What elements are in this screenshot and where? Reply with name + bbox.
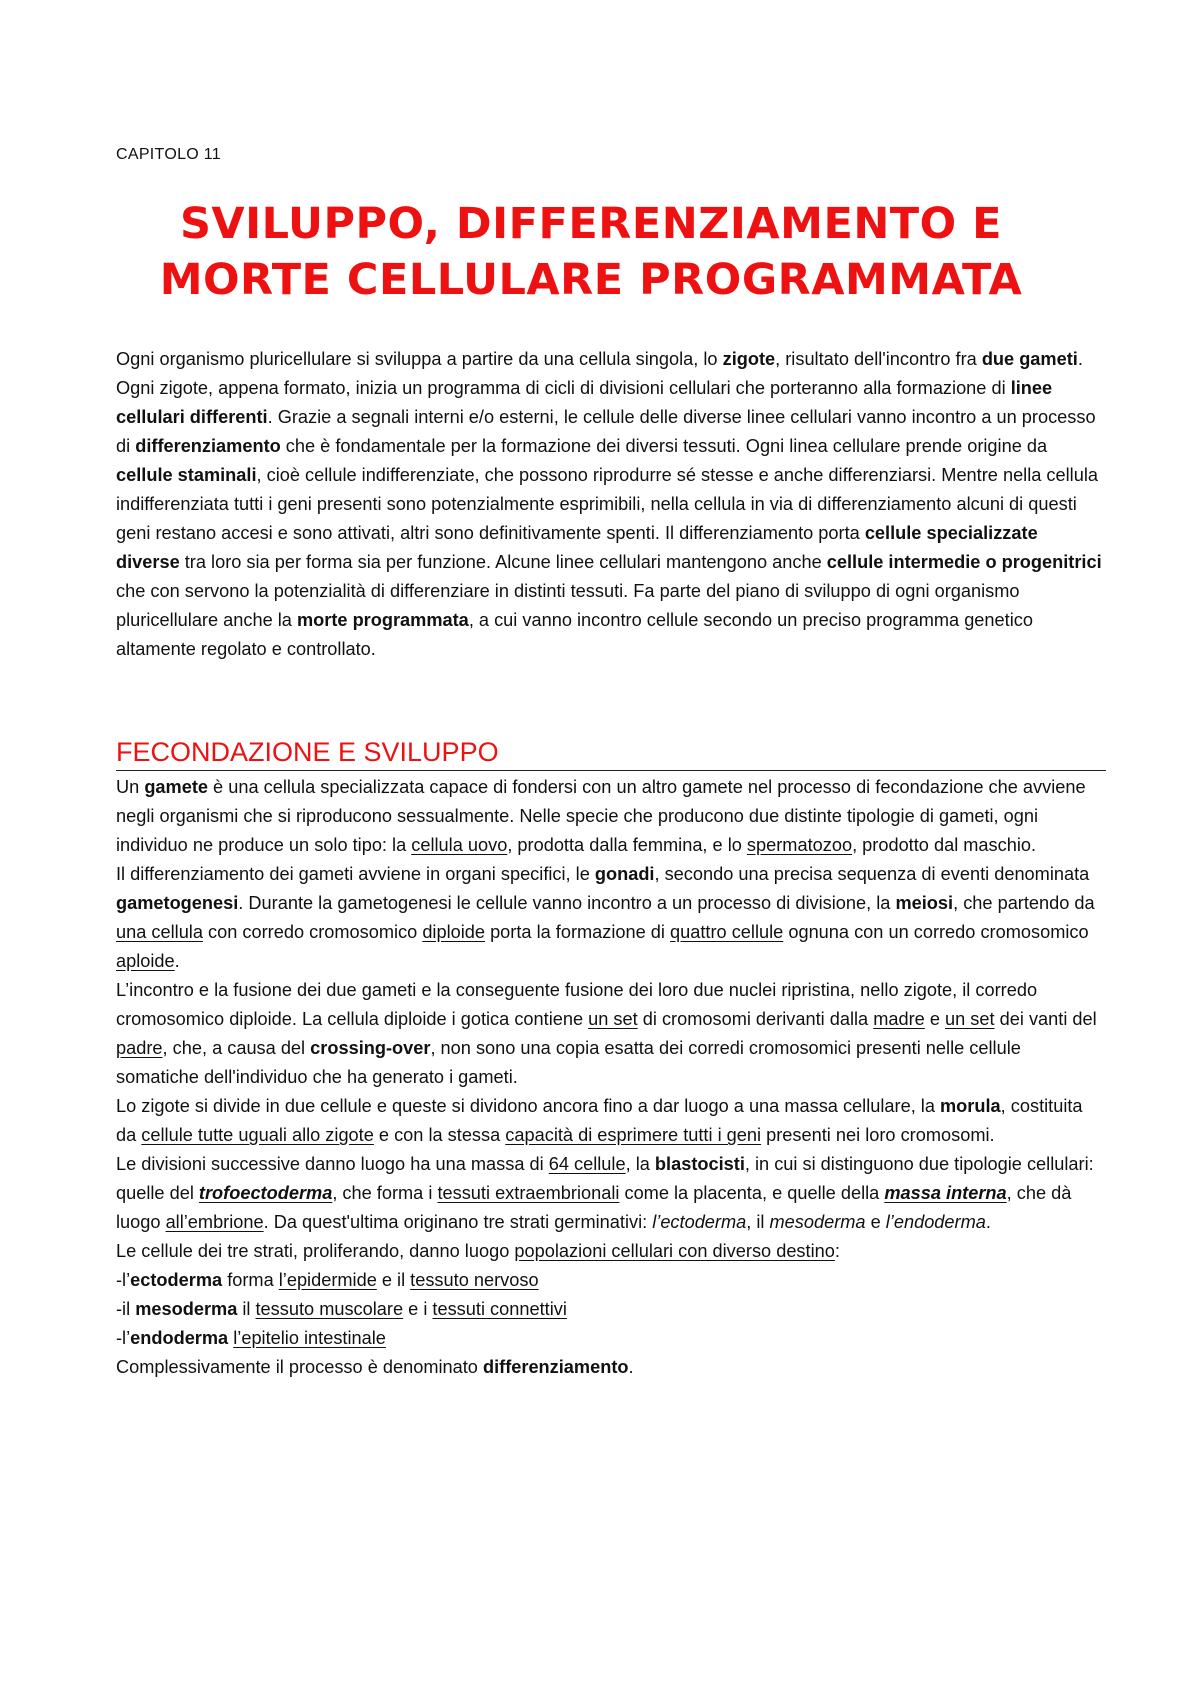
text-run: e — [865, 1212, 886, 1232]
body-paragraph — [116, 1353, 1106, 1382]
body-paragraph — [116, 1266, 1106, 1295]
text-run: . Durante la gametogenesi le cellule vanno incontro a un processo di divisione, la — [238, 893, 896, 913]
text-run: e il — [376, 1270, 411, 1290]
body-paragraph — [116, 1295, 1106, 1324]
emphasis-run: mesoderma — [135, 1299, 238, 1319]
emphasis-run: meiosi — [895, 893, 954, 913]
text-run: è una cellula specializzata capace di fondersi con un altro gamete nel processo di fecondazione che avviene negli organismi che si riproducono sessualmente. Nelle specie che producono due distinte tipologie di gameti, ogni individuo ne produce un solo tipo: la — [116, 777, 1086, 855]
emphasis-run: zigote — [722, 349, 776, 369]
emphasis-run: due gameti — [981, 349, 1078, 369]
text-run: che con servono la potenzialità di differenziare in distinti tessuti. Fa parte del piano di sviluppo di ogni organismo pluricellulare anche la — [116, 581, 1020, 630]
text-run: , prodotto dal maschio. — [852, 835, 1037, 855]
page-title — [116, 196, 1066, 308]
text-run: Ogni organismo pluricellulare si sviluppa a partire da una cellula singola, lo — [116, 349, 723, 369]
text-run: L’incontro e la fusione dei due gameti e la conseguente fusione dei loro due nuclei ripristina, nello zigote, il corredo cromosomico diploide. La cellula diploide i gotica contiene — [116, 980, 1038, 1029]
text-run: Un — [116, 777, 145, 797]
text-run: , che partendo da — [953, 893, 1095, 913]
section-heading-text: FECONDAZIONE E SVILUPPO — [116, 737, 499, 767]
emphasis-run: un set — [588, 1009, 638, 1029]
section-heading — [116, 734, 1106, 771]
body-paragraph — [116, 1324, 1106, 1353]
emphasis-run: spermatozoo — [746, 835, 853, 855]
emphasis-run: l’ectoderma — [652, 1212, 747, 1232]
text-run: Complessivamente il processo è denominato — [116, 1357, 483, 1377]
text-run: e i — [403, 1299, 433, 1319]
emphasis-run: linee cellulari differenti — [116, 378, 1053, 427]
text-run: , che dà luogo — [116, 1183, 1072, 1232]
emphasis-run: 64 cellule — [548, 1154, 626, 1174]
emphasis-run: cellule staminali — [116, 465, 257, 485]
emphasis-run: mesoderma — [769, 1212, 866, 1232]
text-run: . — [174, 951, 180, 971]
text-run: di cromosomi derivanti dalla — [637, 1009, 874, 1029]
text-run: Il differenziamento dei gameti avviene in organi specifici, le — [116, 864, 595, 884]
text-run: il — [237, 1299, 256, 1319]
emphasis-run: morula — [940, 1096, 1001, 1116]
emphasis-run: gonadi — [594, 864, 655, 884]
body-paragraph — [116, 860, 1106, 976]
body-paragraph — [116, 976, 1106, 1092]
text-run: che è fondamentale per la formazione dei diversi tessuti. Ogni linea cellulare prende origine da — [280, 436, 1048, 456]
emphasis-run: cellula uovo — [411, 835, 508, 855]
emphasis-run: cellule intermedie o progenitrici — [826, 552, 1102, 572]
emphasis-run: cellule tutte uguali allo zigote — [141, 1125, 374, 1145]
text-run: : — [834, 1241, 840, 1261]
emphasis-run: aploide — [116, 951, 175, 971]
intro-paragraph — [116, 345, 1106, 664]
emphasis-run: tessuto nervoso — [410, 1270, 539, 1290]
body-paragraph — [116, 1237, 1106, 1266]
emphasis-run: capacità di esprimere tutti i geni — [505, 1125, 762, 1145]
text-run: . Grazie a segnali interni e/o esterni, le cellule delle diverse linee cellulari vanno incontro a un processo di — [116, 407, 1096, 456]
text-run: dei vanti del — [994, 1009, 1097, 1029]
text-run: -l’ — [116, 1328, 131, 1348]
emphasis-run: quattro cellule — [670, 922, 784, 942]
emphasis-run: differenziamento — [135, 436, 281, 456]
body-paragraph — [116, 773, 1106, 860]
emphasis-run: cellule specializzate diverse — [116, 523, 1038, 572]
text-run: , costituita da — [116, 1096, 1083, 1145]
title-line-2: MORTE CELLULARE PROGRAMMATA — [159, 255, 1023, 305]
text-run: , cioè cellule indifferenziate, che possono riprodurre sé stesse e anche differenziarsi. Mentre nella cellula indifferenziata tutti i geni presenti sono potenzialmente esprimibili, nella cellula in via di differenziamento alcuni di questi geni restano accesi e sono attivati, altri sono definitivamente spenti. Il differenziamento porta — [116, 465, 1098, 543]
text-run: tra loro sia per forma sia per funzione. Alcune linee cellulari mantengono anche — [179, 552, 827, 572]
text-run: -il — [116, 1299, 136, 1319]
text-run: , che forma i — [332, 1183, 438, 1203]
text-run: con corredo cromosomico — [202, 922, 423, 942]
text-run: , prodotta dalla femmina, e lo — [507, 835, 747, 855]
emphasis-run: padre — [116, 1038, 163, 1058]
emphasis-run: gamete — [144, 777, 208, 797]
emphasis-run: l’endoderma — [885, 1212, 986, 1232]
text-run: ognuna con un corredo cromosomico — [783, 922, 1089, 942]
emphasis-run: madre — [873, 1009, 925, 1029]
text-run: , in cui si distinguono due tipologie cellulari: quelle del — [116, 1154, 1094, 1203]
section-body — [116, 773, 1106, 1382]
text-run: , che, a causa del — [162, 1038, 311, 1058]
emphasis-run: massa interna — [884, 1183, 1007, 1203]
text-run: . Da quest'ultima originano tre strati germinativi: — [263, 1212, 653, 1232]
text-run: forma — [222, 1270, 279, 1290]
emphasis-run: morte programmata — [296, 610, 469, 630]
body-paragraph — [116, 1092, 1106, 1150]
text-run: , il — [746, 1212, 770, 1232]
text-run: , risultato dell'incontro fra — [775, 349, 982, 369]
text-run: e — [924, 1009, 946, 1029]
title-line-1: SVILUPPO, DIFFERENZIAMENTO E — [179, 199, 1003, 249]
emphasis-run: blastocisti — [654, 1154, 745, 1174]
text-run: come la placenta, e quelle della — [619, 1183, 885, 1203]
text-run: Le divisioni successive danno luogo ha una massa di — [116, 1154, 549, 1174]
text-run: Le cellule dei tre strati, proliferando, danno luogo — [116, 1241, 515, 1261]
text-run: , secondo una precisa sequenza di eventi denominata — [654, 864, 1090, 884]
text-run: , a cui vanno incontro cellule secondo un preciso programma genetico altamente regolato e controllato. — [116, 610, 1033, 659]
text-run: e con la stessa — [373, 1125, 506, 1145]
emphasis-run: l’epitelio intestinale — [233, 1328, 386, 1348]
emphasis-run: trofoectoderma — [198, 1183, 333, 1203]
emphasis-run: tessuti connettivi — [432, 1299, 567, 1319]
emphasis-run: tessuto muscolare — [255, 1299, 404, 1319]
text-run: Lo zigote si divide in due cellule e queste si dividono ancora fino a dar luogo a una massa cellulare, la — [116, 1096, 941, 1116]
text-run: . Ogni zigote, appena formato, inizia un programma di cicli di divisioni cellulari che porteranno alla formazione di — [116, 349, 1083, 398]
body-paragraph — [116, 1150, 1106, 1237]
text-run: . — [628, 1357, 634, 1377]
text-run: -l’ — [116, 1270, 131, 1290]
text-run: , non sono una copia esatta dei corredi cromosomici presenti nelle cellule somatiche dell'individuo che ha generato i gameti. — [116, 1038, 1021, 1087]
emphasis-run: endoderma — [130, 1328, 229, 1348]
emphasis-run: popolazioni cellulari con diverso destino — [514, 1241, 835, 1261]
emphasis-run: crossing-over — [310, 1038, 431, 1058]
emphasis-run: l’epidermide — [278, 1270, 377, 1290]
emphasis-run: un set — [945, 1009, 995, 1029]
text-run: . — [985, 1212, 991, 1232]
emphasis-run: differenziamento — [482, 1357, 629, 1377]
text-run: presenti nei loro cromosomi. — [761, 1125, 995, 1145]
emphasis-run: diploide — [422, 922, 486, 942]
emphasis-run: una cellula — [116, 922, 203, 942]
emphasis-run: all’embrione — [165, 1212, 264, 1232]
chapter-label: CAPITOLO 11 — [116, 146, 221, 163]
text-run: , la — [625, 1154, 655, 1174]
text-run: porta la formazione di — [485, 922, 671, 942]
emphasis-run: ectoderma — [130, 1270, 223, 1290]
emphasis-run: tessuti extraembrionali — [437, 1183, 620, 1203]
emphasis-run: gametogenesi — [116, 893, 239, 913]
